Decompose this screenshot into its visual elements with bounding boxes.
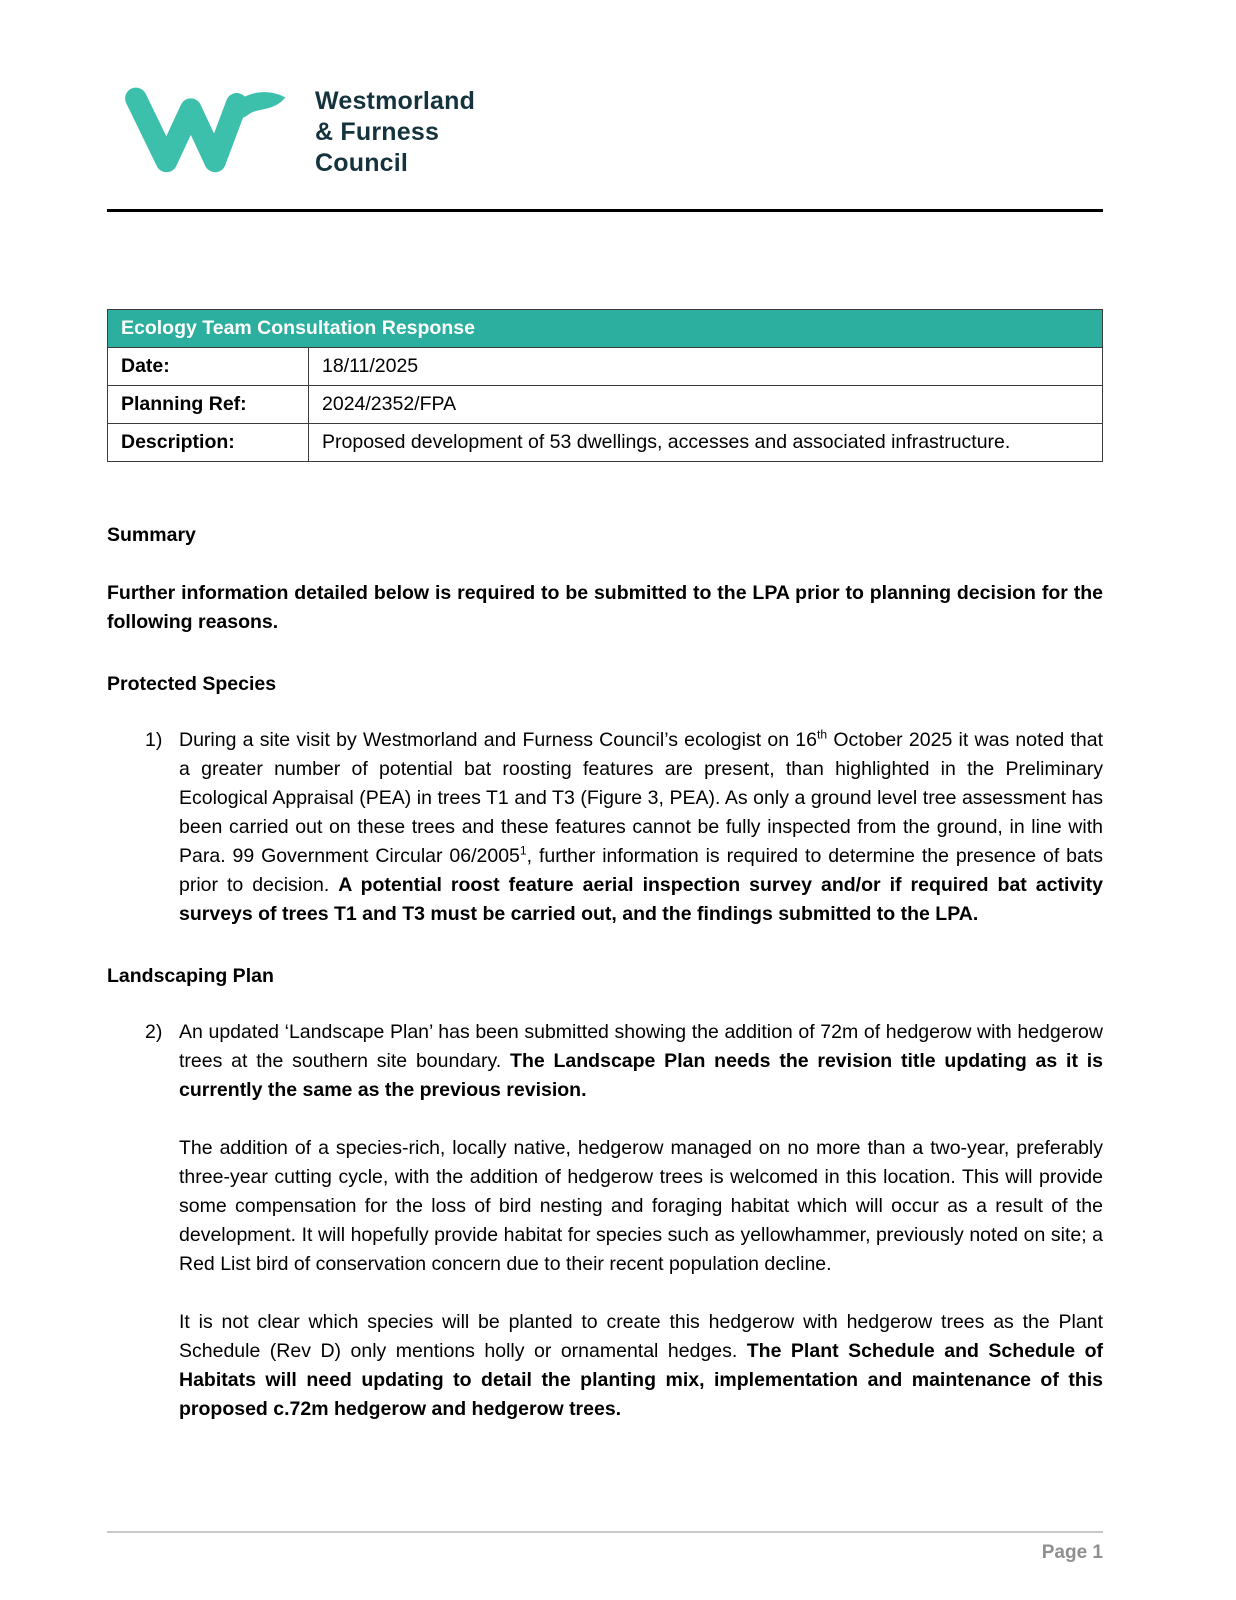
council-logo-icon: [121, 84, 293, 174]
document-header: [121, 84, 1103, 179]
row-label-planning-ref: Planning Ref:: [108, 386, 309, 424]
consultation-table: [107, 309, 1103, 462]
row-label-description: Description:: [108, 424, 309, 462]
item-1-paragraph: During a site visit by Westmorland and Furness Council’s ecologist on 16th October 2025 it was noted that a greater number of potential bat roosting features are present, than highlighted in the Preliminary Ecological Appraisal (PEA) in trees T1 and T3 (Figure 3, PEA). As only a ground level tree assessment has been carried out on these trees and these features cannot be fully inspected from the ground, in line with Para. 99 Government Circular 06/2005$^1$, further information is required to determine the presence of bats prior to decision. A potential roost feature aerial inspection survey and/or if required bat activity surveys of trees T1 and T3 must be carried out, and the findings submitted to the LPA.: [179, 727, 1103, 925]
protected-species-heading: Protected Species: [107, 673, 277, 695]
list-item-2: [145, 1018, 1103, 1424]
landscaping-plan-heading: Landscaping Plan: [107, 965, 274, 987]
row-value-description: Proposed development of 53 dwellings, accesses and associated infrastructure.: [309, 424, 1103, 462]
header-rule: [107, 209, 1103, 212]
row-value-date: 18/11/2025: [309, 348, 1103, 386]
document-body: [107, 524, 1103, 1424]
table-row-description: [108, 424, 1103, 462]
item-body-1: [179, 726, 1103, 929]
brand-line-1: Westmorland: [315, 87, 476, 115]
row-value-planning-ref: 2024/2352/FPA: [309, 386, 1103, 424]
item-number-2: 2): [145, 1021, 163, 1043]
item-number-1: 1): [145, 729, 163, 751]
item-body-2: [179, 1018, 1103, 1424]
list-item-1: [145, 726, 1103, 929]
table-row-planning-ref: [108, 386, 1103, 424]
brand-line-2: & Furness: [315, 118, 440, 146]
brand-line-3: Council: [315, 149, 409, 177]
row-label-date: Date:: [108, 348, 309, 386]
document-footer: [107, 1531, 1103, 1564]
brand-name: [315, 84, 475, 179]
table-row-date: [108, 348, 1103, 386]
table-title: Ecology Team Consultation Response: [108, 310, 1103, 348]
item-2-paragraph-2: The addition of a species-rich, locally native, hedgerow managed on no more than a two-year, preferably three-year cutting cycle, with the addition of hedgerow trees is welcomed in this location. This will provide some compensation for the loss of bird nesting and foraging habitat which will occur as a result of the development. It will hopefully provide habitat for species such as yellowhammer, previously noted on site; a Red List bird of conservation concern due to their recent population decline.: [179, 1137, 1103, 1275]
summary-heading: Summary: [107, 524, 196, 546]
summary-lead: Further information detailed below is required to be submitted to the LPA prior to planning decision for the following reasons.: [107, 582, 1103, 633]
table-title-row: [108, 310, 1103, 348]
item-2-paragraph-3: It is not clear which species will be planted to create this hedgerow with hedgerow trees as the Plant Schedule (Rev D) only mentions holly or ornamental hedges. The Plant Schedule and Schedule of Habitats will need updating to detail the planting mix, implementation and maintenance of this proposed c.72m hedgerow and hedgerow trees.: [179, 1311, 1104, 1420]
item-2-paragraph-1: An updated ‘Landscape Plan’ has been submitted showing the addition of 72m of hedgerow with hedgerow trees at the southern site boundary. The Landscape Plan needs the revision title updating as it is currently the same as the previous revision.: [179, 1021, 1103, 1101]
page-number: Page 1: [1041, 1542, 1103, 1563]
